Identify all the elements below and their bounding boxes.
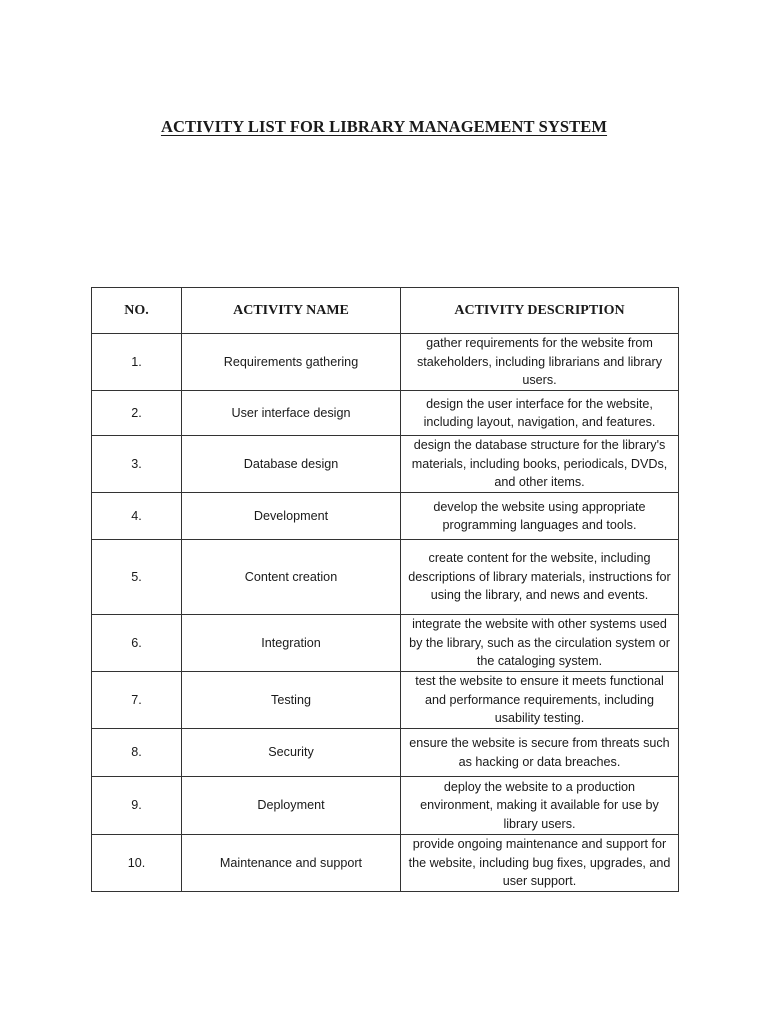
row-number: 2. bbox=[92, 391, 182, 436]
activity-description: integrate the website with other systems used by the library, such as the circulation system or the cataloging system. bbox=[401, 615, 679, 672]
table-row bbox=[92, 391, 679, 436]
activity-description: deploy the website to a production environment, making it available for use by library users. bbox=[401, 777, 679, 835]
table-header-row bbox=[92, 288, 679, 334]
activity-description: design the user interface for the website, including layout, navigation, and features. bbox=[401, 391, 679, 436]
activity-description: test the website to ensure it meets functional and performance requirements, including usability testing. bbox=[401, 672, 679, 729]
table-row bbox=[92, 777, 679, 835]
table-row bbox=[92, 540, 679, 615]
activity-description: design the database structure for the library's materials, including books, periodicals, DVDs, and other items. bbox=[401, 436, 679, 493]
activity-name: Deployment bbox=[182, 777, 401, 835]
activity-name: Content creation bbox=[182, 540, 401, 615]
activity-name: Integration bbox=[182, 615, 401, 672]
activity-description: develop the website using appropriate programming languages and tools. bbox=[401, 493, 679, 540]
activity-name: Security bbox=[182, 729, 401, 777]
table-row bbox=[92, 436, 679, 493]
table-row bbox=[92, 729, 679, 777]
activity-description: ensure the website is secure from threats such as hacking or data breaches. bbox=[401, 729, 679, 777]
activity-name: Testing bbox=[182, 672, 401, 729]
row-number: 1. bbox=[92, 334, 182, 391]
activity-description: gather requirements for the website from stakeholders, including librarians and library users. bbox=[401, 334, 679, 391]
activity-name: Maintenance and support bbox=[182, 835, 401, 892]
row-number: 5. bbox=[92, 540, 182, 615]
row-number: 10. bbox=[92, 835, 182, 892]
row-number: 6. bbox=[92, 615, 182, 672]
header-activity-name: ACTIVITY NAME bbox=[182, 288, 401, 334]
row-number: 8. bbox=[92, 729, 182, 777]
table-row bbox=[92, 493, 679, 540]
table-row bbox=[92, 334, 679, 391]
row-number: 3. bbox=[92, 436, 182, 493]
header-no: NO. bbox=[92, 288, 182, 334]
table-row bbox=[92, 672, 679, 729]
row-number: 9. bbox=[92, 777, 182, 835]
activity-name: Development bbox=[182, 493, 401, 540]
row-number: 4. bbox=[92, 493, 182, 540]
header-activity-description: ACTIVITY DESCRIPTION bbox=[401, 288, 679, 334]
activity-name: User interface design bbox=[182, 391, 401, 436]
table-row bbox=[92, 615, 679, 672]
row-number: 7. bbox=[92, 672, 182, 729]
activity-name: Database design bbox=[182, 436, 401, 493]
activity-name: Requirements gathering bbox=[182, 334, 401, 391]
activity-description: provide ongoing maintenance and support for the website, including bug fixes, upgrades, and user support. bbox=[401, 835, 679, 892]
table-row bbox=[92, 835, 679, 892]
document-title: ACTIVITY LIST FOR LIBRARY MANAGEMENT SYSTEM bbox=[160, 117, 608, 136]
activity-description: create content for the website, including descriptions of library materials, instructions for using the library, and news and events. bbox=[401, 540, 679, 615]
activity-table bbox=[91, 287, 679, 892]
